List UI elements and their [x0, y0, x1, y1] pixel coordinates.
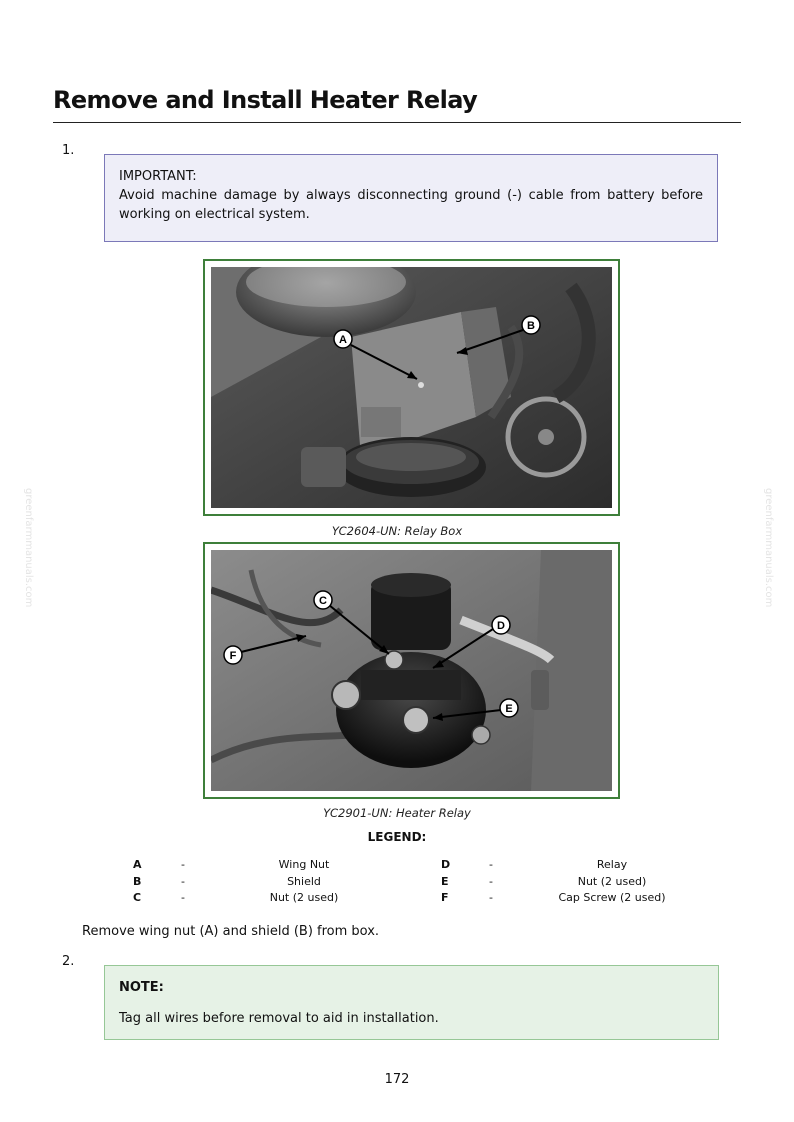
- callout-d-label: D: [497, 620, 505, 632]
- callout-a-label: A: [339, 334, 347, 346]
- note-box: [104, 965, 719, 1040]
- watermark-right: greenfarmmanuals.com: [763, 488, 774, 608]
- legend-dash-f: -: [489, 891, 493, 904]
- legend-letter-e: E: [441, 875, 449, 888]
- callout-e-label: E: [505, 703, 513, 715]
- page-number: 172: [384, 1072, 410, 1087]
- legend-letter-a: A: [133, 858, 142, 871]
- relay-box-figure: [203, 259, 620, 516]
- callout-b-label: B: [527, 320, 535, 332]
- relay-box-caption: YC2604-UN: Relay Box: [331, 524, 463, 538]
- legend-letter-c: C: [133, 891, 142, 904]
- important-text: Avoid machine damage by always disconnecting ground (-) cable from battery before working on electrical system.: [119, 188, 703, 222]
- legend-text-b: Shield: [287, 875, 321, 888]
- step-number-1: 1.: [62, 143, 75, 158]
- title-rule: [53, 122, 741, 123]
- heater-relay-photo: [211, 550, 612, 791]
- important-label: IMPORTANT:: [119, 169, 197, 184]
- legend-letter-d: D: [441, 858, 451, 871]
- legend-dash-e: -: [489, 875, 493, 888]
- legend-dash-d: -: [489, 858, 493, 871]
- relay-box-photo: [211, 267, 612, 508]
- step-number-2: 2.: [62, 954, 75, 969]
- legend-text-c: Nut (2 used): [269, 891, 339, 904]
- note-text: Tag all wires before removal to aid in installation.: [119, 1011, 439, 1026]
- legend-dash-c: -: [181, 891, 185, 904]
- watermark-left: greenfarmmanuals.com: [23, 488, 34, 608]
- legend-text-e: Nut (2 used): [577, 875, 647, 888]
- legend-dash-b: -: [181, 875, 185, 888]
- legend-dash-a: -: [181, 858, 185, 871]
- callout-f-label: F: [229, 650, 237, 662]
- heater-relay-figure: [203, 542, 620, 799]
- legend-text-f: Cap Screw (2 used): [558, 891, 666, 904]
- page-title: Remove and Install Heater Relay: [53, 86, 478, 114]
- callout-c-label: C: [319, 595, 327, 607]
- important-box: [104, 154, 718, 242]
- note-label: NOTE:: [119, 980, 164, 995]
- heater-relay-caption: YC2901-UN: Heater Relay: [323, 806, 471, 820]
- legend-text-d: Relay: [596, 858, 628, 871]
- legend-text-a: Wing Nut: [278, 858, 330, 871]
- legend-letter-f: F: [441, 891, 449, 904]
- step-1-instruction: Remove wing nut (A) and shield (B) from box.: [82, 924, 380, 939]
- legend-letter-b: B: [133, 875, 142, 888]
- legend-title: LEGEND:: [367, 830, 427, 844]
